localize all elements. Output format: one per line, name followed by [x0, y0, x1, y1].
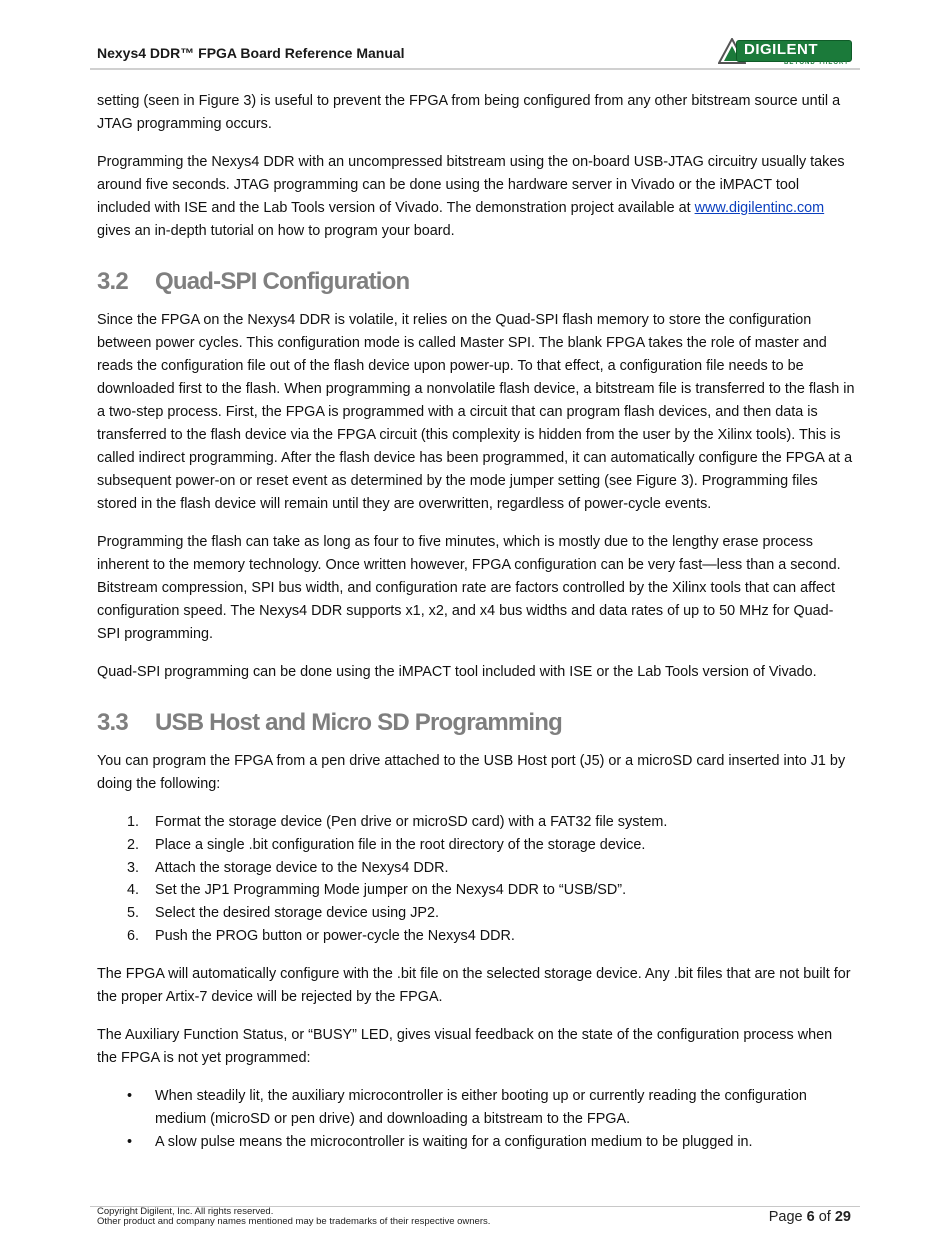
header-title: Nexys4 DDR™ FPGA Board Reference Manual	[97, 45, 405, 61]
list-item	[97, 879, 855, 902]
page-header	[97, 38, 860, 70]
list-text: Attach the storage device to the Nexys4 DDR.	[155, 859, 449, 876]
logo-tagline: BEYOND THEORY	[784, 60, 850, 66]
list-item	[97, 1131, 855, 1154]
paragraph-7: The FPGA will automatically configure with the .bit file on the selected storage device. Any .bit files that are not built for the proper Artix-7 device will be rejected by the FPGA.	[97, 965, 851, 1005]
paragraph-2-text-b: gives an in-depth tutorial on how to program your board.	[97, 223, 455, 239]
list-text: Select the desired storage device using JP2.	[155, 905, 439, 922]
paragraph-3: Since the FPGA on the Nexys4 DDR is volatile, it relies on the Quad-SPI flash memory to store the configuration between power cycles. This configuration mode is called Master SPI. The blank FPGA takes the role of master and reads the configuration file out of the flash device upon power-up. To that effect, a configuration file needs to be downloaded first to the flash. When programming a nonvolatile flash device, a bitstream file is transferred to the flash in a two-step process. First, the FPGA is programmed with a circuit that can program flash devices, and then data is transferred to the flash device via the FPGA circuit (this complexity is hidden from the user by the Xilinx tools). This is called indirect programming. After the flash device has been programmed, it can automatically configure the FPGA at a subsequent power-on or reset event as determined by the mode jumper setting (see Figure 3). Programming files stored in the flash device will remain until they are overwritten, regardless of power-cycle events.	[97, 312, 855, 512]
list-number: 6.	[127, 927, 140, 944]
list-item	[97, 1085, 855, 1131]
list-number: 2.	[127, 836, 140, 853]
footer-copyright	[97, 1207, 490, 1227]
list-number: 1.	[127, 814, 140, 830]
paragraph-2	[97, 151, 855, 243]
copyright-line: Copyright Digilent, Inc. All rights reserved.	[97, 1206, 274, 1217]
programming-steps-list	[97, 811, 855, 948]
busy-led-bullet-list	[97, 1085, 855, 1154]
list-number: 4.	[127, 882, 140, 899]
section-title: USB Host and Micro SD Programming	[155, 709, 562, 736]
page-content	[97, 90, 855, 1154]
paragraph-2-text-a: Programming the Nexys4 DDR with an uncompressed bitstream using the on-board USB-JTAG circuitry usually takes around five seconds. JTAG programming can be done using the hardware server in Vivado or the iMPACT tool included with ISE and the Lab Tools version of Vivado. The demonstration project available at	[97, 154, 845, 216]
list-item	[97, 857, 855, 880]
bullet-icon: •	[127, 1133, 133, 1150]
header-divider	[90, 68, 860, 70]
paragraph-6: You can program the FPGA from a pen drive attached to the USB Host port (J5) or a microSD card inserted into J1 by doing the following:	[97, 753, 846, 792]
page-word: Page	[768, 1209, 803, 1225]
section-heading-3-3	[97, 708, 855, 738]
section-title: Quad-SPI Configuration	[155, 268, 410, 295]
list-item	[97, 925, 855, 948]
section-number: 3.3	[97, 709, 128, 736]
list-number: 5.	[127, 905, 140, 922]
section-number: 3.2	[97, 268, 128, 295]
list-text: Format the storage device (Pen drive or microSD card) with a FAT32 file system.	[155, 814, 668, 830]
list-item	[97, 834, 855, 857]
list-text: Place a single .bit configuration file in the root directory of the storage device.	[155, 836, 646, 853]
logo-text: DIGILENT	[744, 41, 818, 58]
paragraph-4: Programming the flash can take as long as four to five minutes, which is mostly due to the lengthy erase process inherent to the memory technology. Once written however, FPGA configuration can be very fast—less than a second. Bitstream compression, SPI bus width, and configuration rate are factors controlled by the Xilinx tools that can affect configuration speed. The Nexys4 DDR supports x1, x2, and x4 bus widths and data rates of up to 50 MHz for Quad-SPI programming.	[97, 534, 841, 642]
list-item	[97, 811, 855, 834]
paragraph-1: setting (seen in Figure 3) is useful to prevent the FPGA from being configured from any other bitstream source until a JTAG programming occurs.	[97, 93, 841, 132]
paragraph-5: Quad-SPI programming can be done using the iMPACT tool included with ISE or the Lab Tools version of Vivado.	[97, 664, 817, 680]
list-text: When steadily lit, the auxiliary microcontroller is either booting up or currently reading the configuration medium (microSD or pen drive) and downloading a bitstream to the FPGA.	[155, 1087, 807, 1127]
total-pages: 29	[834, 1209, 851, 1225]
list-text: Push the PROG button or power-cycle the Nexys4 DDR.	[155, 927, 515, 944]
list-text: Set the JP1 Programming Mode jumper on the Nexys4 DDR to “USB/SD”.	[155, 882, 627, 899]
list-item	[97, 902, 855, 925]
paragraph-8: The Auxiliary Function Status, or “BUSY” LED, gives visual feedback on the state of the configuration process when the FPGA is not yet programmed:	[97, 1026, 833, 1066]
digilent-logo	[718, 38, 852, 68]
list-text: A slow pulse means the microcontroller is waiting for a configuration medium to be plugged in.	[155, 1133, 753, 1150]
page-of: of	[818, 1209, 831, 1225]
list-number: 3.	[127, 859, 140, 876]
bullet-icon: •	[127, 1087, 133, 1104]
section-heading-3-2	[97, 267, 855, 297]
trademark-line: Other product and company names mentioned may be trademarks of their respective owners.	[97, 1216, 491, 1227]
digilent-website-link[interactable]: www.digilentinc.com	[694, 200, 825, 216]
page-number	[769, 1209, 851, 1225]
current-page: 6	[806, 1209, 815, 1225]
